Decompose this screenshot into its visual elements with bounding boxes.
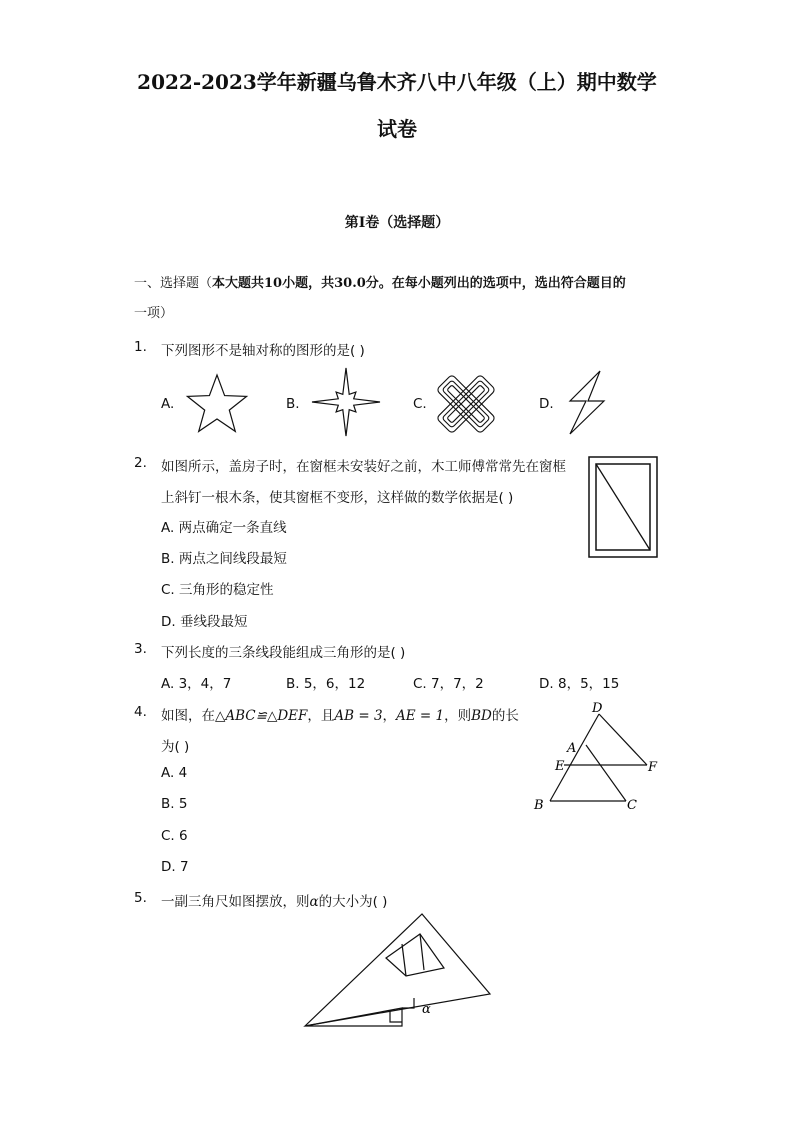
question-stem: 下列图形不是轴对称的图形的是( ): [161, 343, 365, 359]
option-text: B. 5，6，12: [286, 676, 366, 692]
question-stem: 下列长度的三条线段能组成三角形的是( ): [161, 645, 406, 661]
set-squares-figure: [296, 912, 504, 1036]
interlaced-squares-icon: [434, 372, 498, 436]
question-stem: 上斜钉一根木条，使其窗框不变形，这样做的数学依据是( ): [161, 490, 514, 506]
question-number: 2.: [134, 455, 147, 471]
point-label-d: D: [592, 701, 603, 716]
option-text: B. 两点之间线段最短: [161, 551, 287, 567]
option-text: A. 两点确定一条直线: [161, 520, 287, 536]
point-label-f: F: [648, 760, 658, 775]
section-header-line2: 一项）: [134, 306, 174, 321]
option-label: C.: [413, 396, 427, 412]
congruent-triangles-figure: [528, 700, 668, 818]
section-instructions: 本大题共10小题，共30.0分。在每小题列出的选项中，选出符合题目的: [212, 276, 626, 291]
option-text: D. 8，5，15: [539, 676, 620, 692]
angle-alpha-label: α: [422, 1002, 431, 1017]
lightning-bolt-icon: [560, 368, 608, 438]
option-text: A. 4: [161, 765, 188, 781]
option-text: C. 6: [161, 828, 188, 844]
option-text: B. 5: [161, 796, 188, 812]
option-text: C. 三角形的稳定性: [161, 582, 274, 598]
window-frame-figure: [588, 456, 660, 560]
question-stem: 一副三角尺如图摆放，则α的大小为( ): [161, 894, 388, 910]
question-stem: 为( ): [161, 739, 190, 755]
question-stem: 如图所示，盖房子时，在窗框未安装好之前，木工师傅常常先在窗框: [161, 459, 566, 475]
point-label-c: C: [627, 798, 637, 813]
question-number: 5.: [134, 890, 147, 906]
option-text: D. 7: [161, 859, 189, 875]
five-point-star-icon: [184, 372, 250, 436]
option-label: D.: [539, 396, 554, 412]
option-text: C. 7，7，2: [413, 676, 484, 692]
section-header: [134, 270, 674, 298]
question-number: 4.: [134, 704, 147, 720]
section-prefix: 一、选择题（: [134, 276, 213, 291]
question-number: 3.: [134, 641, 147, 657]
option-label: A.: [161, 396, 175, 412]
exam-title-line2: 试卷: [377, 117, 417, 141]
point-label-e: E: [555, 759, 565, 774]
question-number: 1.: [134, 339, 147, 355]
point-label-a: A: [567, 741, 577, 756]
point-label-b: B: [534, 798, 544, 813]
exam-title-line1: 2022-2023学年新疆乌鲁木齐八中八年级（上）期中数学: [137, 70, 657, 94]
volume-label: 第I卷（选择题）: [344, 215, 450, 231]
option-text: D. 垂线段最短: [161, 614, 248, 630]
question-stem: 如图，在△ABC≌△DEF，且AB = 3，AE = 1，则BD的长: [161, 708, 519, 724]
eight-point-star-icon: [310, 366, 382, 438]
option-text: A. 3，4，7: [161, 676, 232, 692]
option-label: B.: [286, 396, 300, 412]
